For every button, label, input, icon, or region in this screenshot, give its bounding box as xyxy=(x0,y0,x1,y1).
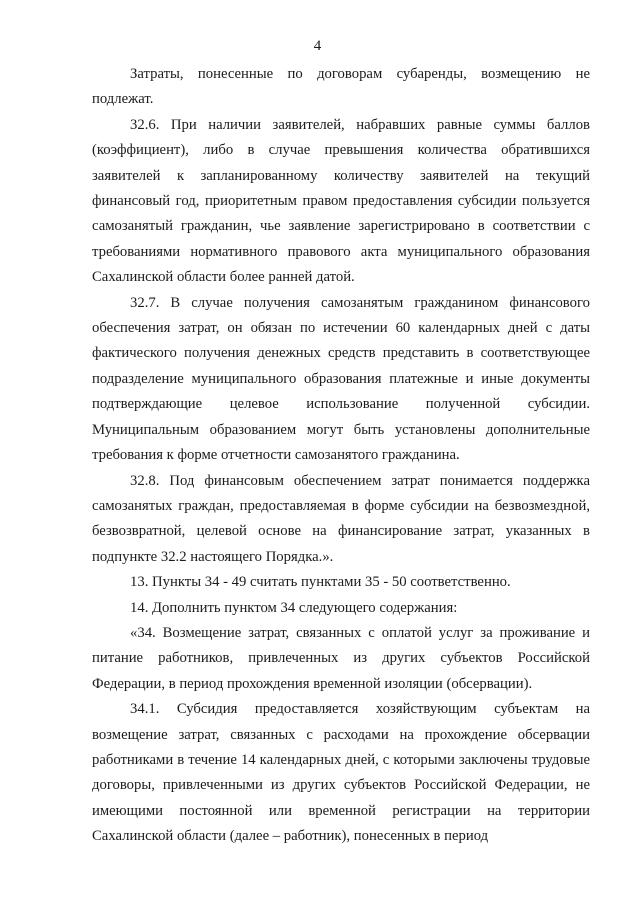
paragraph-item-13: 13. Пункты 34 - 49 считать пунктами 35 - 50 соответственно. xyxy=(130,574,511,591)
paragraph-32-6: 32.6. При наличии заявителей, набравших равные суммы баллов (коэффициент), либо в случае превышения количества обратившихся заявителей к запланированному количеству заявителей на текущий финансовый год, приоритетным правом предоставления субсидии пользуется самозанятый гражданин, чье заявление зарегистрировано в соответствии с требованиями нормативного правового акта муниципального образования Сахалинской области более ранней датой. xyxy=(92,116,590,286)
paragraph-32-7: 32.7. В случае получения самозанятым гражданином финансового обеспечения затрат, он обязан по истечении 60 календарных дней с даты фактического получения денежных средств представить в соответствующее подразделение муниципального образования платежные и иные документы подтверждающие целевое использование полученной субсидии. Муниципальным образованием могут быть установлены дополнительные требования к форме отчетности самозанятого гражданина. xyxy=(92,294,590,464)
page-number: 4 xyxy=(313,38,322,54)
paragraph-32-8: 32.8. Под финансовым обеспечением затрат понимается поддержка самозанятых граждан, предоставляемая в форме субсидии на безвозмездной, безвозвратной, целевой основе на финансирование затрат, указанных в подпункте 32.2 настоящего Порядка.». xyxy=(92,472,590,565)
paragraph-subrent-costs: Затраты, понесенные по договорам субаренды, возмещению не подлежат. xyxy=(92,66,590,108)
paragraph-item-14: 14. Дополнить пунктом 34 следующего содержания: xyxy=(130,599,458,616)
document-body xyxy=(92,62,590,850)
paragraph-34: «34. Возмещение затрат, связанных с оплатой услуг за проживание и питание работников, привлеченных из других субъектов Российской Федерации, в период прохождения временной изоляции (обсервации). xyxy=(92,624,590,692)
paragraph-34-1: 34.1. Субсидия предоставляется хозяйствующим субъектам на возмещение затрат, связанных с расходами на прохождение обсервации работниками в течение 14 календарных дней, с которыми заключены трудовые договоры, привлеченными из других субъектов Российской Федерации, не имеющими постоянной или временной регистрации на территории Сахалинской области (далее – работник), понесенных в период xyxy=(92,701,590,845)
